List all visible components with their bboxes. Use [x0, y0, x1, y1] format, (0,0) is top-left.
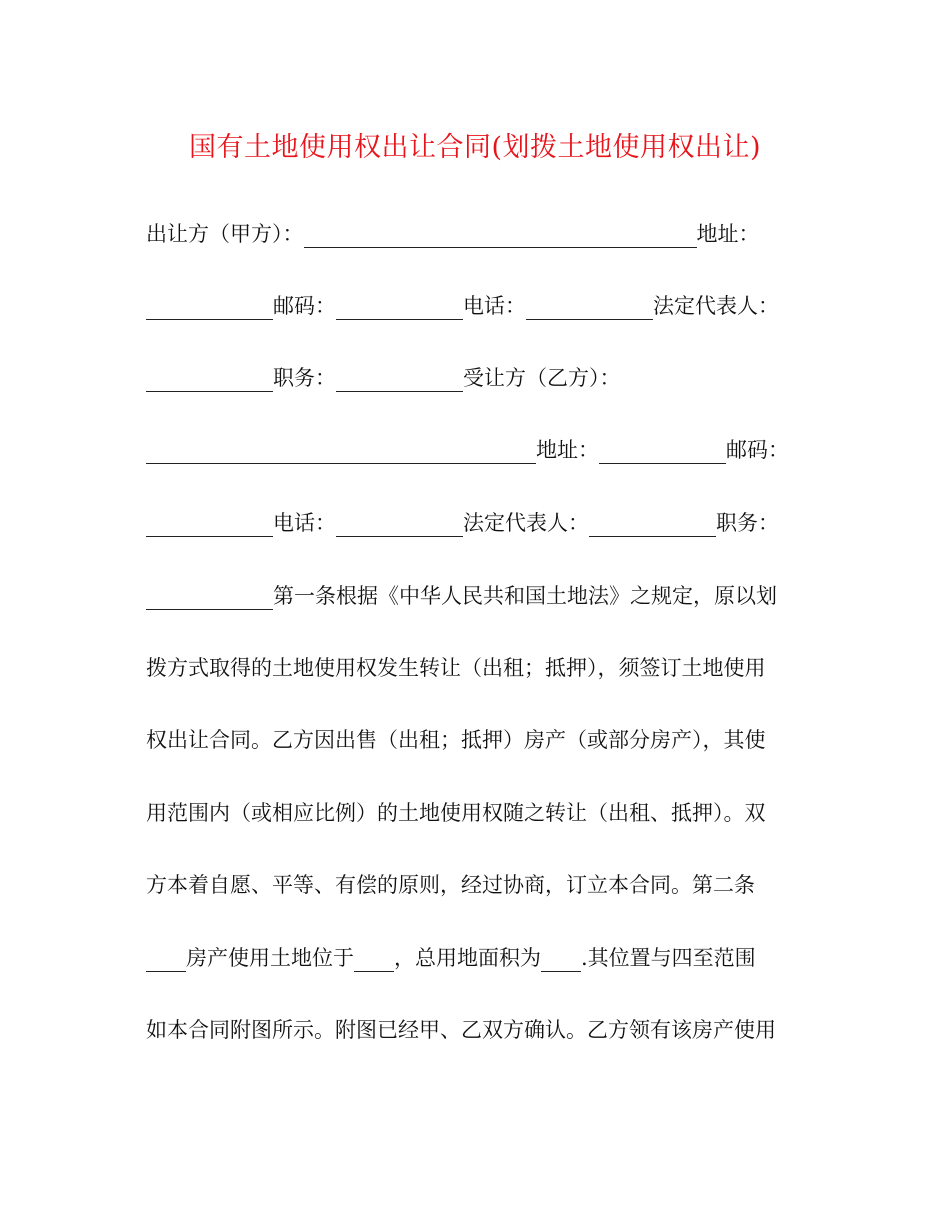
article-1-text: 第一条根据《中华人民共和国土地法》之规定，原以划	[273, 584, 777, 608]
land-area-label: ，总用地面积为	[394, 946, 541, 970]
grantee-label: 受让方（乙方）：	[463, 366, 621, 390]
line-5	[146, 503, 806, 543]
legal-rep-label: 法定代表人：	[463, 511, 589, 535]
grantee-name-blank[interactable]	[146, 433, 536, 464]
phone-label: 电话：	[463, 294, 526, 318]
body-text-line: 方本着自愿、平等、有偿的原则，经过协商，订立本合同。第二条	[146, 873, 755, 897]
grantor-position-blank[interactable]	[336, 361, 463, 392]
line-11	[146, 938, 806, 978]
land-area-blank[interactable]	[541, 941, 581, 972]
legal-rep-label: 法定代表人：	[653, 294, 779, 318]
postcode-label: 邮码：	[273, 294, 336, 318]
line-9	[146, 793, 806, 833]
land-boundary-text: .其位置与四至范围	[581, 946, 756, 970]
grantee-position-blank[interactable]	[146, 579, 273, 610]
position-label: 职务：	[716, 511, 779, 535]
property-owner-blank[interactable]	[146, 941, 186, 972]
line-10	[146, 865, 806, 905]
line-1	[146, 214, 806, 254]
position-label: 职务：	[273, 366, 336, 390]
body-text-line: 用范围内（或相应比例）的土地使用权随之转让（出租、抵押）。双	[146, 801, 766, 825]
line-4	[146, 430, 806, 470]
line-2	[146, 286, 806, 326]
body-text-line: 如本合同附图所示。附图已经甲、乙双方确认。乙方领有该房产使用	[146, 1018, 776, 1042]
line-8	[146, 720, 806, 760]
address-label: 地址：	[536, 438, 599, 462]
line-7	[146, 648, 806, 688]
grantor-label: 出让方（甲方）：	[146, 222, 304, 246]
line-3	[146, 358, 806, 398]
grantee-phone-blank[interactable]	[336, 506, 463, 537]
postcode-label: 邮码：	[726, 438, 789, 462]
grantee-legal-rep-blank[interactable]	[589, 506, 716, 537]
land-location-blank[interactable]	[354, 941, 394, 972]
line-12	[146, 1010, 806, 1050]
body-text-line: 拨方式取得的土地使用权发生转让（出租；抵押），须签订土地使用	[146, 656, 766, 680]
line-6	[146, 576, 806, 616]
phone-label: 电话：	[273, 511, 336, 535]
grantor-legal-rep-blank[interactable]	[146, 361, 273, 392]
address-label: 地址：	[696, 222, 760, 246]
land-location-label: 房产使用土地位于	[186, 946, 354, 970]
grantor-address-blank[interactable]	[146, 289, 273, 320]
page-title: 国有土地使用权出让合同(划拨土地使用权出让)	[188, 132, 762, 163]
body-text-line: 权出让合同。乙方因出售（出租；抵押）房产（或部分房产），其使	[146, 728, 766, 752]
grantor-postcode-blank[interactable]	[336, 289, 463, 320]
grantor-phone-blank[interactable]	[526, 289, 653, 320]
grantee-address-blank[interactable]	[599, 433, 726, 464]
grantor-name-blank[interactable]	[304, 217, 697, 248]
grantee-postcode-blank[interactable]	[146, 506, 273, 537]
